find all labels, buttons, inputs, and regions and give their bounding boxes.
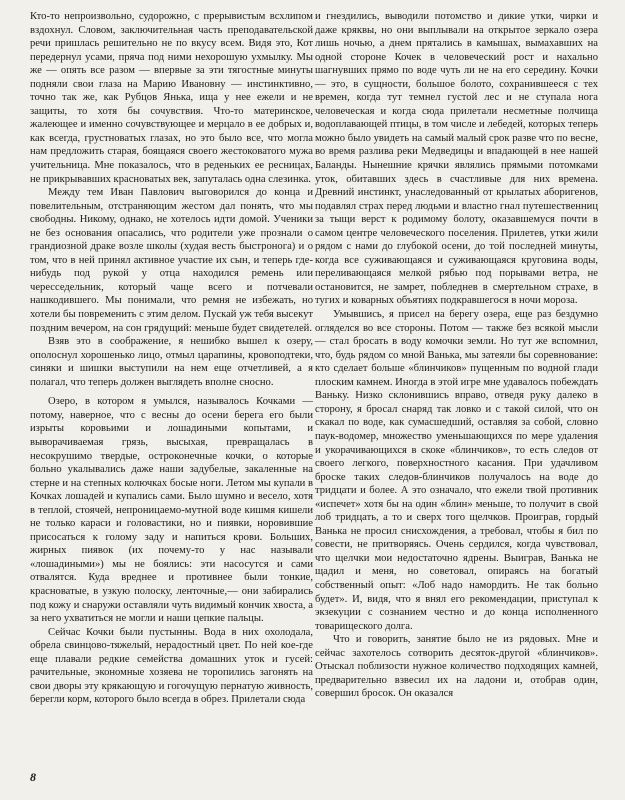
paragraph: Кто-то непроизвольно, судорожно, с прерывистым всхлипом вздохнул. Словом, заключительная часть преподавательской речи пришлась решительно не по вкусу всем. Видя это, Кот передернул усами, пряча под ними нехорошую ухмылку. Мы же — опять все разом — впервые за эти тягостные минуты подняли свои глаза на Марию Ивановну — инстинктивно, точно так же, как Рубцов Янька, ища у нее ежели и не защиты, то хотя бы сочувствия. Что-то материнское, жалеющее и именно сочувствующее и мерцало в ее добрых и, как всегда, грустноватых глазах, но это было все, что могла нам предложить старая, боящаяся своего жестоковатого мужа учительница. Мне показалось, что в реденьких ее ресницах, не прикрывавших красноватых век, запуталась одна слезинка. <box>30 11 313 185</box>
page-number: 8 <box>30 770 36 784</box>
paragraph: Озеро, в котором я умылся, называлось Кочками — потому, наверное, что с весны до осени берега его были изрыты коровьими и лошадиными копытами, и выворачиваемая грязь, высыхая, превращалась в несокрушимо твердые, остроконечные кочки, о которые больно укалывались даже наши задубелые, закаленные на стерне и на степных колючках босые ноги. Летом мы купали в Кочках лошадей и купались сами. Было шумно и весело, хотя в теплой, стоячей, непроницаемо-мутной воде кишмя кишели не только караси и головастики, но и пиявки, норовившие присосаться к голому заду и напиться крови. Больших, жирных пиявок (их почему-то у нас называли «лошадиными») мы не боялись: эти насосутся и сами отвалятся. Куда вреднее и противнее были тонкие, красноватые, в узкую полоску, ленточные,— они забирались под кожу и снаружи оставляли чуть видимый кончик хвоста, а за него ухватиться не могли и наши цепкие пальцы. <box>30 396 313 625</box>
paragraph: Что и говорить, занятие было не из рядовых. Мне и сейчас захотелось сотворить десяток-другой «блинчиков». Отыскал поблизости нужное количество подходящих камней, предварительно взвесил их на ладони и, отобрав один, совершил бросок. Он оказался <box>315 634 598 700</box>
paragraph: Умывшись, я присел на берегу озера, еще раз бездумно огляделся во все стороны. Потом — также без всякой мысли — стал бросать в воду комочки земли. Но тут же вспомнил, что, будь рядом со мной Ванька, мы затеяли бы соревнование: кто сделает больше «блинчиков» пущенным по водной глади плоским камнем. Иногда в этой игре мне удавалось побеждать Ваньку. Низко склонившись вправо, отведя руку далеко в сторону, я бросал снаряд так ловко и с такой силой, что он скакал по воде, как сумасшедший, оставляя за собой, словно паук-водомер, множество уменьшающихся по мере удаления и укорачивающихся в скоке «блинчиков», то есть следов от своего легкого, поверхностного касания. При удачливом броске таких следов-блинчиков получалось на воде до тридцати и более. А это означало, что ежели твой противник «испечет» хотя бы на один «блин» меньше, то получит в свой лоб тридцать, а то и сверх того щелчков. Проиграв, гордый Ванька не просил снисхождения, а требовал, чтобы я бил по совести, не притворяясь. Очень сердился, когда чувствовал, что щелчки мои недостаточно ядрены. Выиграв, Ванька не щадил и меня, но советовал, опираясь на богатый собственный опыт: «Лоб надо намордить. Не так больно будет». И, видя, что я внял его рекомендации, приступал к экзекуции с сознанием честно и до конца исполненного товарищеского долга. <box>315 309 598 632</box>
right-column <box>315 10 598 701</box>
paragraph: Взяв это в соображение, я нешибко вышел к озеру, ополоснул хорошенько лицо, отмыл царапины, кровоподтеки, синяки и шишки выступили на нем еще отчетливей, а я полагал, что теперь должен выглядеть вполне сносно. <box>30 336 313 388</box>
paragraph: Между тем Иван Павлович выговорился до конца и повелительным, отстраняющим жестом дал понять, что мы свободны. Никому, однако, не хотелось идти домой. Ученики не без основания опасались, что родители уже прознали о грандиозной драке возле школы (худая весть быстронога) и о том, что в ней принял активное участие их сын, и теперь где-нибудь под рукой у отца находился ремень или чересседельник, который чаще всего и потчевали нашкодившего. Мы понимали, что ремня не избежать, но хотели бы повременить с этим делом. Пускай уж тебя высекут поздним вечером, на сон грядущий: меньше будет свидетелей. <box>30 187 313 334</box>
left-column <box>30 10 313 707</box>
paragraph: и гнездились, выводили потомство и дикие утки, чирки и даже кряквы, но они выплывали на открытое зеркало озера лишь ночью, а днем прятались в камышах, вымахавших на одной стороне Кочек в человеческий рост и нахально шагнувших прямо по воде чуть ли не на его середину. Кочки — это, в сущности, большое болото, сохранившееся с тех времен, когда тут темнел густой лес и не ступала нога человеческая и когда сюда прилетали несметные полчища водоплавающей птицы, в том числе и лебедей, которых теперь можно было увидеть на самый малый срок разве что по весне, во время разлива реки Медведицы и впадающей в нее нашей Баланды. Нынешние крячки являлись прямыми потомками уток, обитавших здесь в счастливые для них времена. Древний инстинкт, унаследованный от крылатых аборигенов, подавлял страх перед людьми и властно гнал путешественниц за тыщи верст к родимому болоту, оказавшемуся почти в самом центре человеческого поселения. Прилетев, утки жили рядом с нами до глубокой осени, до той последней минуты, когда все суживающаяся и суживающаяся круговина воды, переливающаяся мелкой рябью под порывами ветра, не остановится, не замрет, побледнев в смертельном страхе, в тугих и коварных объятиях подкравшегося в ночи мороза. <box>315 11 598 307</box>
paragraph: Сейчас Кочки были пустынны. Вода в них охолодала, обрела свинцово-тяжелый, нерадостный цвет. По ней кое-где еще плавали редкие семейства домашних уток и гусей: рачительные, экономные хозяева не торопились загонять на свои дворы эту крякающую и гогочущую пернатую живность, берегли корм, которого было всегда в обрез. Прилетали сюда <box>30 626 313 706</box>
